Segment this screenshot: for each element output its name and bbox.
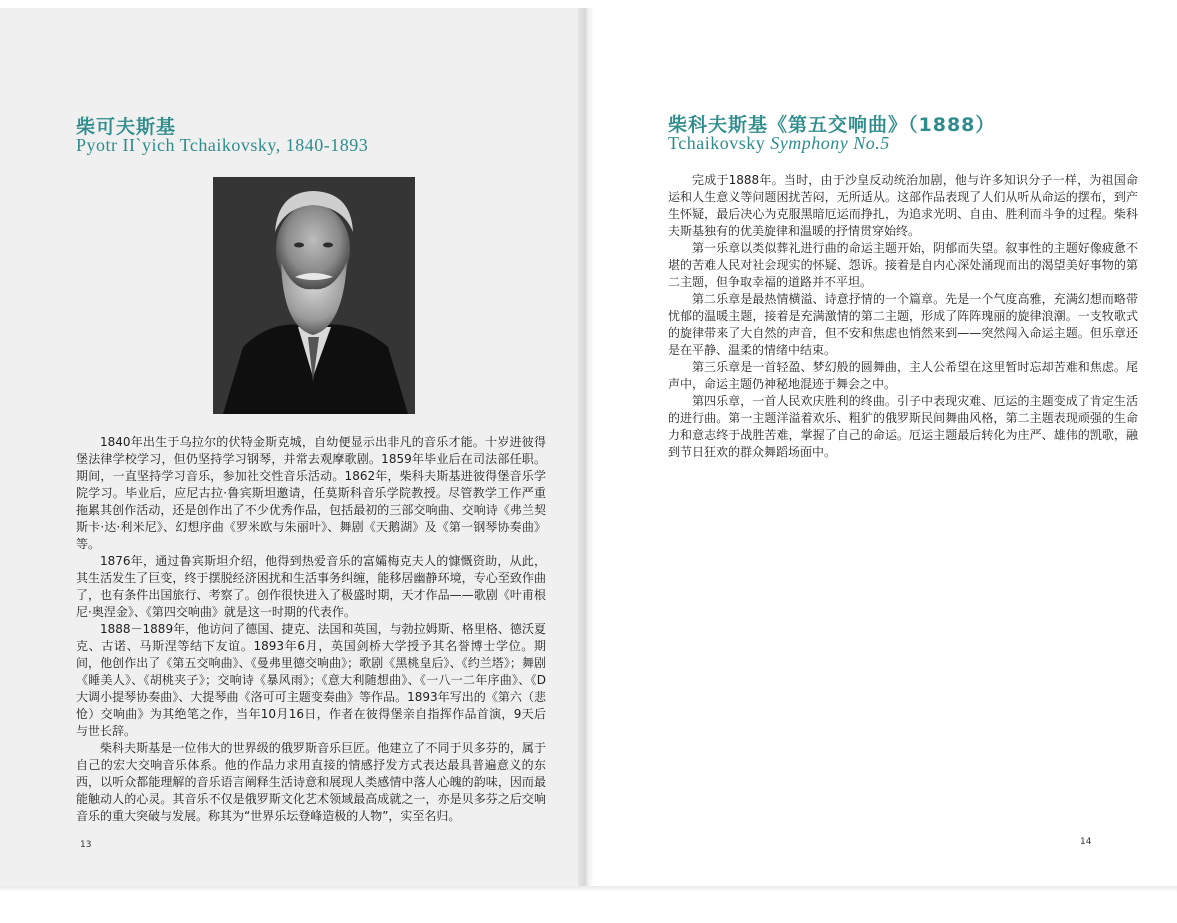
right-paragraph: 第二乐章是最热情横溢、诗意抒情的一个篇章。先是一个气度高雅，充满幻想而略带忧郁的温暖主题，接着是充满激情的第二主题，形成了阵阵瑰丽的旋律浪潮。一支牧歌式的旋律带来了大自然的声音，但不安和焦虑也悄然来到——突然闯入命运主题。但乐章还是在平静、温柔的情绪中结束。 <box>668 292 1138 357</box>
right-title-en <box>668 133 890 154</box>
right-title-cn: 柴科夫斯基《第五交响曲》（1888） <box>668 114 996 136</box>
portrait-illustration <box>213 177 415 414</box>
right-title-en-work: Symphony No.5 <box>770 133 890 153</box>
left-paragraph: 1876年，通过鲁宾斯坦介绍，他得到热爱音乐的富孀梅克夫人的慷慨资助，从此，其生活发生了巨变，终于摆脱经济困扰和生活事务纠缠，能移居幽静环境，专心至致作曲了，也有条件出国旅行、考察了。创作很快进入了极盛时期，天才作品——歌剧《叶甫根尼·奥涅金》、《第四交响曲》就是这一时期的代表作。 <box>76 554 546 619</box>
left-title-en: Pyotr II`yich Tchaikovsky, 1840-1893 <box>76 135 369 155</box>
right-paragraph: 第三乐章是一首轻盈、梦幻般的圆舞曲，主人公希望在这里暂时忘却苦难和焦虑。尾声中，命运主题仍神秘地混迹于舞会之中。 <box>668 360 1138 391</box>
right-body <box>668 172 1138 461</box>
left-paragraph: 柴科夫斯基是一位伟大的世界级的俄罗斯音乐巨匠。他建立了不同于贝多芬的，属于自己的宏大交响音乐体系。他的作品力求用直接的情感抒发方式表达最具普遍意义的东西，以听众都能理解的音乐语言阐释生活诗意和展现人类感情中落人心魄的韵味，因而最能触动人的心灵。其音乐不仅是俄罗斯文化艺术领域最高成就之一，亦是贝多芬之后交响音乐的重大突破与发展。称其为“世界乐坛登峰造极的人物”，实至名归。 <box>76 741 546 823</box>
left-body <box>76 434 546 825</box>
right-paragraph: 第四乐章，一首人民欢庆胜利的终曲。引子中表现灾难、厄运的主题变成了肯定生活的进行曲。第一主题洋溢着欢乐、粗犷的俄罗斯民间舞曲风格，第二主题表现顽强的生命力和意志终于战胜苦难，掌握了自己的命运。厄运主题最后转化为庄严、雄伟的凯歌，融到节日狂欢的群众舞蹈场面中。 <box>668 394 1138 459</box>
left-paragraph: 1888－1889年，他访问了德国、捷克、法国和英国，与勃拉姆斯、格里格、德沃夏克、古诺、马斯涅等结下友谊。1893年6月，英国剑桥大学授予其名誉博士学位。期间，他创作出了《第五交响曲》、《曼弗里德交响曲》；歌剧《黑桃皇后》、《约兰塔》；舞剧《睡美人》、《胡桃夹子》；交响诗《暴风雨》；《意大利随想曲》、《一八一二年序曲》、《D大调小提琴协奏曲》、大提琴曲《洛可可主题变奏曲》等作品。1893年写出的《第六（悲怆）交响曲》为其绝笔之作，当年10月16日，作者在彼得堡亲自指挥作品首演，9天后与世长辞。 <box>76 622 546 738</box>
left-paragraph: 1840年出生于乌拉尔的伏特金斯克城，自幼便显示出非凡的音乐才能。十岁进彼得堡法律学校学习，但仍坚持学习钢琴，并常去观摩歌剧。1859年毕业后在司法部任职。期间，一直坚持学习音乐，参加社交性音乐活动。1862年，柴科夫斯基进彼得堡音乐学院学习。毕业后，应尼古拉·鲁宾斯坦邀请，任莫斯科音乐学院教授。尽管教学工作严重拖累其创作活动，还是创作出了不少优秀作品，包括最初的三部交响曲、交响诗《弗兰契斯卡·达·利米尼》、幻想序曲《罗米欧与朱丽叶》、舞剧《天鹅湖》及《第一钢琴协奏曲》等。 <box>76 435 546 551</box>
right-title-en-name: Tchaikovsky <box>668 133 766 153</box>
right-paragraph: 第一乐章以类似葬礼进行曲的命运主题开始，阴郁而失望。叙事性的主题好像疲惫不堪的苦难人民对社会现实的怀疑、怨诉。接着是自内心深处涌现而出的渴望美好事物的第二主题，但争取幸福的道路并不平坦。 <box>668 241 1138 289</box>
left-page-number: 13 <box>80 840 92 850</box>
right-page-number: 14 <box>1080 837 1092 847</box>
right-paragraph: 完成于1888年。当时，由于沙皇反动统治加剧，他与许多知识分子一样，为祖国命运和人生意义等问题困扰苦闷，无所适从。这部作品表现了人们从听从命运的摆布，到产生怀疑，最后决心为克服黑暗厄运而挣扎，为追求光明、自由、胜利而斗争的过程。柴科夫斯基独有的优美旋律和温暖的抒情贯穿始终。 <box>668 173 1138 238</box>
scan-bottom-edge <box>0 886 1177 923</box>
composer-portrait <box>213 177 415 414</box>
left-title-cn: 柴可夫斯基 <box>76 116 177 138</box>
book-gutter <box>578 8 594 888</box>
